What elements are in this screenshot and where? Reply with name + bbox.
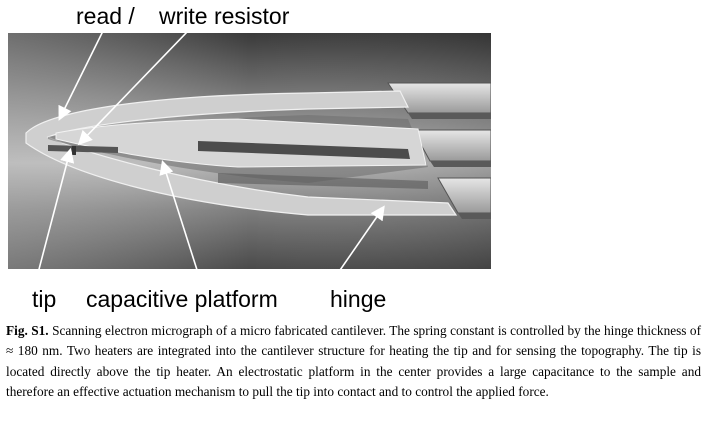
sem-micrograph	[8, 33, 491, 269]
label-hinge: hinge	[330, 286, 387, 312]
figure-caption	[6, 321, 701, 402]
label-read: read /	[76, 3, 135, 29]
caption-lead: Fig. S1.	[6, 323, 49, 338]
caption-text: Scanning electron micrograph of a micro fabricated cantilever. The spring constant is controlled by the hinge thickness of ≈ 180 nm. Two heaters are integrated into the cantilever structure for heating the tip and for sensing the topography. The tip is located directly above the tip heater. An electrostatic platform in the center provides a large capacitance to the sample and therefore an effective actuation mechanism to pull the tip into contact and to control the applied force.	[6, 323, 701, 399]
label-write-resistor: write resistor	[159, 3, 290, 29]
label-tip: tip	[32, 286, 57, 312]
label-capacitive-platform: capacitive platform	[86, 286, 278, 312]
